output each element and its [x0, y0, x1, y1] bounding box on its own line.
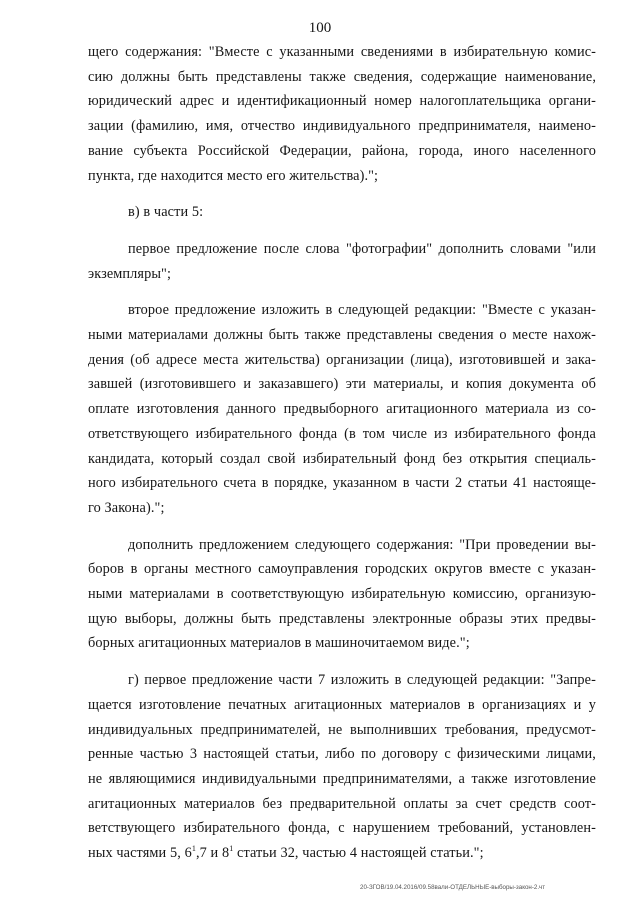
text-line: г) первое предложение части 7 изложить в следующей редакции: "Запре- — [128, 672, 596, 689]
text-line: ответствующего избирательного фонда (в том числе из избирательного фонда — [88, 425, 596, 442]
paragraph — [88, 237, 596, 286]
text-line: щается изготовление печатных агитационных материалов в организациях и у — [88, 696, 596, 713]
text-line: кандидата, который создал свой избирательный фонд без открытия специаль- — [88, 450, 596, 467]
text-line: го Закона)."; — [88, 499, 165, 516]
text-line: ных частями 5, $6^1,7$ и $8^1$ статьи 32, частью 4 настоящей статьи."; — [88, 844, 484, 862]
text-line: второе предложение изложить в следующей редакции: "Вместе с указан- — [128, 302, 596, 319]
footer-file-reference: 20-ЗГОВ/19.04.2016/09.58вали-ОТДЕЛЬНЫЕ-выборы-закон-2.чт — [360, 884, 546, 891]
text-line: завшей (изготовившего и заказавшего) эти материалы, и копия документа об — [88, 376, 596, 393]
text-line: в) в части 5: — [128, 204, 204, 221]
text-line: сию должны быть представлены также сведения, содержащие наименование, — [88, 68, 596, 85]
text-line: ренные частью 3 настоящей статьи, либо по договору с физическими лицами, — [88, 746, 596, 763]
text-line: ного избирательного счета в порядке, указанном в части 2 статьи 41 настояще- — [88, 475, 596, 492]
text-line: экземпляры"; — [88, 265, 172, 282]
page-number: 100 — [308, 20, 332, 36]
text-line: ветствующего избирательного фонда, с нарушением требований, установлен- — [88, 820, 596, 837]
text-line: дополнить предложением следующего содержания: "При проведении вы- — [128, 536, 596, 553]
text-line: не являющимися индивидуальными предпринимателями, а также изготовление — [88, 770, 596, 787]
paragraph — [88, 40, 596, 188]
text-line: пункта, где находится место его жительства)."; — [88, 167, 379, 184]
text-line: дения (об адресе места жительства) организации (лица), изготовившей и зака- — [88, 351, 596, 368]
text-line: щую выборы, должны быть представлены электронные образы этих предвы- — [88, 610, 596, 627]
document-body — [88, 40, 596, 878]
text-line: первое предложение после слова "фотографии" дополнить словами "или — [128, 240, 596, 257]
superscript: 1 — [191, 844, 196, 854]
text-line: щего содержания: "Вместе с указанными сведениями в избирательную комис- — [88, 44, 596, 60]
text-line: зации (фамилию, имя, отчество индивидуального предпринимателя, наимено- — [88, 118, 596, 135]
paragraph — [88, 200, 596, 225]
paragraph — [88, 533, 596, 657]
text-line: юридический адрес и идентификационный номер налогоплательщика органи- — [88, 93, 596, 110]
text-line: ными материалами в соответствующую избирательную комиссию, организую- — [88, 586, 596, 603]
text-line: борных агитационных материалов в машиночитаемом виде."; — [88, 635, 470, 652]
text-line: боров в органы местного самоуправления городских округов вместе с указан- — [88, 561, 596, 578]
text-line: вание субъекта Российской Федерации, района, города, иного населенного — [88, 142, 596, 159]
text-line: индивидуальных предпринимателей, не выполнивших требования, предусмот- — [88, 721, 596, 738]
superscript: 1 — [229, 844, 234, 854]
text-line: оплате изготовления данного предвыборного агитационного материала из со- — [88, 401, 596, 418]
paragraph — [88, 298, 596, 520]
text-line: ными материалами должны быть также представлены сведения о месте нахож- — [88, 327, 596, 344]
paragraph — [88, 668, 596, 866]
text-line: агитационных материалов без предварительной оплаты за счет средств соот- — [88, 795, 596, 812]
